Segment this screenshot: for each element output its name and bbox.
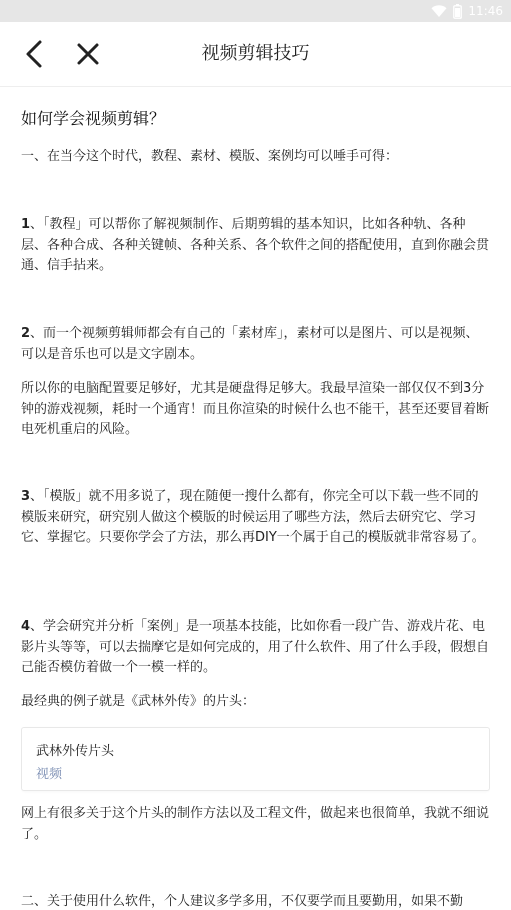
video-card-title: 武林外传片头 — [36, 744, 115, 759]
paragraph-1-number: 1 — [21, 217, 31, 232]
battery-icon — [453, 4, 462, 19]
paragraph-2-text: 、而一个视频剪辑师都会有自己的「素材库」，素材可以是图片、可以是视频、可以是音乐也可以是文字剧本。 — [21, 326, 479, 362]
paragraph-3 — [21, 487, 490, 549]
paragraph-1 — [21, 215, 490, 277]
paragraph-3-number: 3 — [21, 489, 31, 504]
status-time: 11:46 — [468, 4, 503, 18]
app-bar — [0, 22, 511, 87]
paragraph-3-text: 、「模版」就不用多说了，现在随便一搜什么都有，你完全可以下载一些不同的模版来研究，研究别人做这个模版的时候运用了哪些方法，然后去研究它、学习它、掌握它。只要你学会了方法，那么再DIY一个属于自己的模版就非常容易了。 — [21, 489, 485, 545]
wifi-icon — [431, 5, 447, 18]
paragraph-4-extra: 最经典的例子就是《武林外传》的片头： — [21, 694, 256, 709]
paragraph-2-extra: 所以你的电脑配置要足够好，尤其是硬盘得足够大。我最早渲染一部仅仅不到3分钟的游戏视频，耗时一个通宵！而且你渲染的时候什么也不能干，甚至还要冒着断电死机重启的风险。 — [21, 381, 490, 437]
section-2-paragraph: 二、关于使用什么软件，个人建议多学多用，不仅要学而且要勤用，如果不勤 — [21, 894, 464, 909]
paragraph-4-text: 、学会研究并分析「案例」是一项基本技能，比如你看一段广告、游戏片花、电影片头等等，可以去揣摩它是如何完成的，用了什么软件、用了什么手段，假想自己能否模仿着做一个一模一样的。 — [21, 619, 490, 675]
after-card-paragraph: 网上有很多关于这个片头的制作方法以及工程文件，做起来也很简单，我就不细说了。 — [21, 806, 490, 842]
video-card[interactable] — [21, 727, 490, 791]
close-button[interactable] — [72, 38, 104, 70]
back-button[interactable] — [20, 38, 52, 70]
article-content — [21, 86, 490, 910]
paragraph-2-number: 2 — [21, 326, 31, 341]
back-arrow-icon — [20, 38, 52, 70]
paragraph-2 — [21, 324, 490, 365]
page-title: 视频剪辑技巧 — [201, 43, 310, 64]
close-icon — [72, 38, 104, 70]
paragraph-1-text: 、「教程」可以帮你了解视频制作、后期剪辑的基本知识，比如各种轨、各种层、各种合成、各种关键帧、各种关系、各个软件之间的搭配使用，直到你融会贯通、信手拈来。 — [21, 217, 490, 273]
article-heading: 如何学会视频剪辑？ — [21, 109, 166, 128]
status-icons — [431, 3, 503, 19]
paragraph-4 — [21, 617, 490, 679]
paragraph-4-number: 4 — [21, 619, 31, 634]
intro-paragraph: 一、在当今这个时代，教程、素材、模版、案例均可以唾手可得： — [21, 149, 399, 164]
status-bar — [0, 0, 511, 22]
video-card-tag[interactable]: 视频 — [36, 767, 63, 782]
